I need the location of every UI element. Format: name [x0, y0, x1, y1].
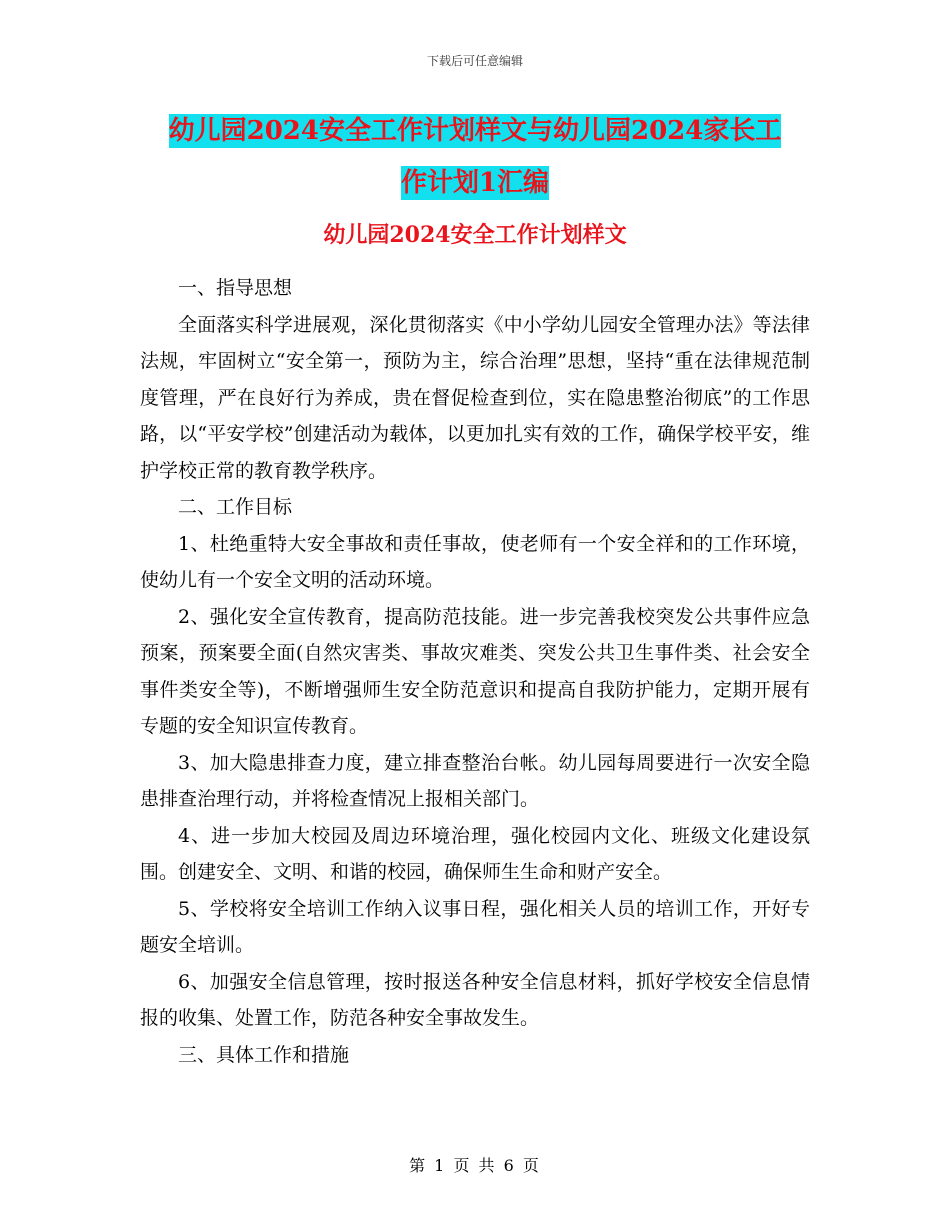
paragraph: 1、杜绝重特大安全事故和责任事故，使老师有一个安全祥和的工作环境，使幼儿有一个安全文明的活动环境。: [140, 532, 810, 591]
paragraph: 6、加强安全信息管理，按时报送各种安全信息材料，抓好学校安全信息情报的收集、处置工作，防范各种安全事故发生。: [140, 970, 810, 1029]
header-note: 下载后可任意编辑: [426, 54, 523, 68]
title-line-1: 幼儿园2024安全工作计划样文与幼儿园2024家长工: [168, 116, 782, 146]
paragraph: 三、具体工作和措施: [178, 1043, 350, 1066]
paragraph: 一、指导思想: [178, 277, 293, 299]
paragraph: 5、学校将安全培训工作纳入议事日程，强化相关人员的培训工作，开好专题安全培训。: [140, 897, 810, 956]
paragraph: 3、加大隐患排查力度，建立排查整治台帐。幼儿园每周要进行一次安全隐患排查治理行动，并将检查情况上报相关部门。: [140, 751, 810, 810]
paragraph: 4、进一步加大校园及周边环境治理，强化校园内文化、班级文化建设氛围。创建安全、文明、和谐的校园，确保师生生命和财产安全。: [140, 824, 810, 883]
page-footer: 第 1 页 共 6 页: [409, 1156, 541, 1175]
document-title: [0, 105, 950, 209]
body-text: [140, 270, 810, 1073]
paragraph: 2、强化安全宣传教育，提高防范技能。进一步完善我校突发公共事件应急预案，预案要全面(自然灾害类、事故灾难类、突发公共卫生事件类、社会安全事件类安全等)，不断增强师生安全防范意识和提高自我防护能力，定期开展有专题的安全知识宣传教育。: [140, 605, 810, 737]
paragraph: 二、工作目标: [178, 496, 293, 518]
section-title: 幼儿园2024安全工作计划样文: [323, 222, 627, 248]
paragraph: 全面落实科学进展观，深化贯彻落实《中小学幼儿园安全管理办法》等法律法规，牢固树立“安全第一，预防为主，综合治理”思想，坚持“重在法律规范制度管理，严在良好行为养成，贵在督促检查到位，实在隐患整治彻底”的工作思路，以“平安学校”创建活动为载体，以更加扎实有效的工作，确保学校平安，维护学校正常的教育教学秩序。: [140, 313, 810, 482]
title-line-2: 作计划1汇编: [400, 168, 550, 198]
